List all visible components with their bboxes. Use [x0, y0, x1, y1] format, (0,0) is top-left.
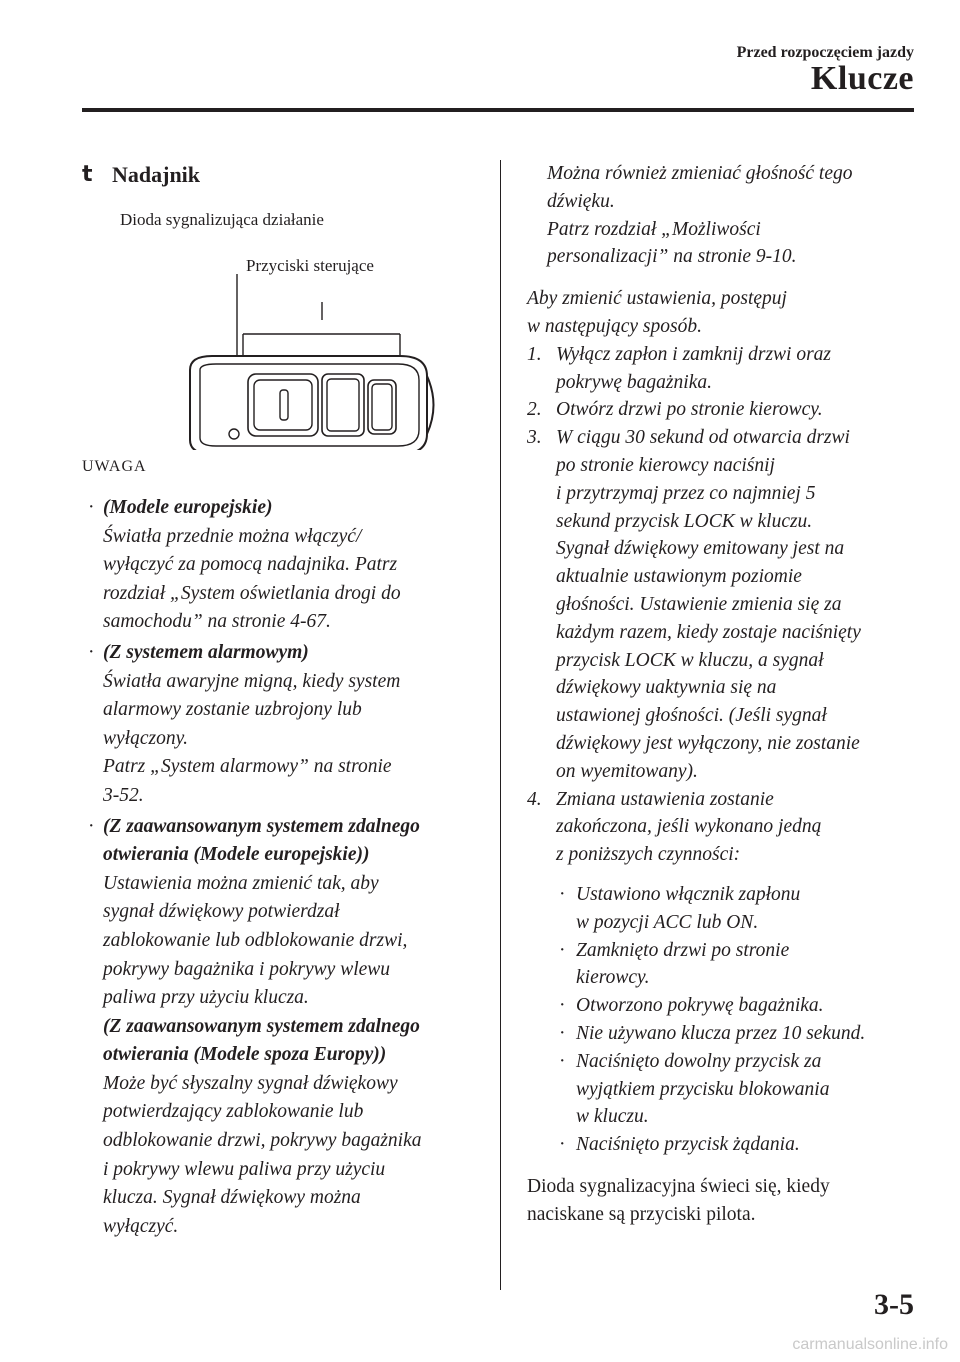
note-continuation [527, 160, 927, 271]
bullet-icon: · [559, 939, 566, 961]
note-line: 3-52. [103, 784, 144, 806]
note-item [82, 813, 482, 1242]
list-item [556, 1020, 927, 1048]
callout-buttons-label: Przyciski sterujące [246, 256, 374, 275]
step-line: z poniższych czynności: [556, 844, 741, 866]
note-line: potwierdzający zablokowanie lub [103, 1101, 364, 1123]
note-line: klucza. Sygnał dźwiękowy można [103, 1187, 361, 1209]
note-line: Światła awaryjne migną, kiedy system [103, 670, 401, 692]
note-line: wyłączyć za pomocą nadajnika. Patrz [103, 554, 398, 576]
bullet-icon: · [88, 497, 95, 518]
watermark: carmanualsonline.info [792, 1336, 948, 1353]
note-line: Patrz rozdział „Możliwości [547, 218, 761, 240]
step-line: przycisk LOCK w kluczu, a sygnał [556, 649, 824, 671]
header-section-label: Przed rozpoczęciem jazdy [736, 44, 914, 61]
transmitter-figure [82, 200, 482, 450]
note-line: wyłączony. [103, 727, 189, 749]
list-line: w pozycji ACC lub ON. [576, 911, 759, 933]
bullet-icon: · [88, 815, 95, 837]
note-heading: otwierania (Modele spoza Europy)) [103, 1044, 387, 1066]
step-line: Zmiana ustawienia zostanie [556, 788, 774, 810]
note-line: zablokowanie lub odblokowanie drzwi, [103, 929, 408, 951]
list-line: kierowcy. [576, 967, 650, 989]
step-number: 3. [527, 427, 542, 449]
paragraph-line: naciskane są przyciski pilota. [527, 1203, 756, 1225]
note-list [82, 494, 482, 1241]
step-line: Otwórz drzwi po stronie kierowcy. [556, 399, 823, 421]
step-line: dźwiękowy jest wyłączony, nie zostanie [556, 732, 860, 754]
section-title: Nadajnik [112, 162, 201, 187]
procedure-step [527, 424, 927, 785]
note-line: Patrz „System alarmowy” na stronie [103, 756, 392, 778]
note-heading: (Z zaawansowanym systemem zdalnego [103, 1015, 420, 1037]
list-line: w kluczu. [576, 1106, 649, 1128]
note-heading: (Z systemem alarmowym) [103, 641, 309, 663]
section-heading [82, 160, 482, 200]
step-number: 4. [527, 788, 542, 810]
step-line: Sygnał dźwiękowy emitowany jest na [556, 538, 845, 560]
step-number: 1. [527, 343, 542, 365]
note-line: odblokowanie drzwi, pokrywy bagażnika [103, 1130, 422, 1152]
section-marker-icon: t [82, 162, 93, 187]
procedure-step [527, 396, 927, 424]
procedure-step [527, 341, 927, 397]
list-item [556, 937, 927, 993]
key-fob-illustration [82, 200, 482, 450]
procedure-step [527, 786, 927, 869]
step-line: on wyemitowany). [556, 760, 698, 782]
paragraph-line: Dioda sygnalizacyjna świeci się, kiedy [527, 1175, 830, 1197]
step-line: W ciągu 30 sekund od otwarcia drzwi [556, 427, 850, 449]
list-line: Otworzono pokrywę bagażnika. [576, 995, 824, 1017]
column-divider [500, 160, 501, 1290]
note-heading: (Modele europejskie) [103, 497, 273, 518]
step-number: 2. [527, 399, 542, 421]
step-line: głośności. Ustawienie zmienia się za [556, 593, 842, 615]
note-heading: (Z zaawansowanym systemem zdalnego [103, 815, 420, 837]
list-line: Zamknięto drzwi po stronie [576, 939, 790, 961]
list-item [556, 992, 927, 1020]
note-heading: otwierania (Modele europejskie)) [103, 844, 370, 866]
note-line: paliwa przy użyciu klucza. [103, 987, 309, 1009]
list-line: Naciśnięto przycisk żądania. [576, 1134, 800, 1156]
note-line: Może być słyszalny sygnał dźwiękowy [103, 1072, 398, 1094]
list-line: Naciśnięto dowolny przycisk za [576, 1050, 822, 1072]
note-item [82, 494, 482, 637]
intro-line: Aby zmienić ustawienia, postępuj [527, 288, 787, 310]
note-line: pokrywy bagażnika i pokrywy wlewu [103, 958, 391, 980]
step-line: po stronie kierowcy naciśnij [556, 454, 775, 476]
closing-paragraph [527, 1173, 927, 1229]
list-line: Nie używano klucza przez 10 sekund. [576, 1022, 866, 1044]
list-item [556, 881, 927, 937]
step-line: zakończona, jeśli wykonano jedną [556, 816, 822, 838]
step-line: pokrywę bagażnika. [556, 371, 712, 393]
right-column [527, 160, 927, 1228]
note-line: dźwięku. [547, 190, 615, 212]
header-rule [82, 108, 914, 112]
note-line: alarmowy zostanie uzbrojony lub [103, 699, 362, 721]
note-line: Światła przednie można włączyć/ [103, 525, 362, 547]
page-number: 3-5 [874, 1288, 914, 1321]
step-line: dźwiękowy uaktywnia się na [556, 677, 777, 699]
condition-list [556, 881, 927, 1159]
note-item [82, 639, 482, 811]
left-column [82, 160, 482, 1243]
note-line: Ustawienia można zmienić tak, aby [103, 872, 379, 894]
step-line: Wyłącz zapłon i zamknij drzwi oraz [556, 343, 832, 365]
procedure-intro [527, 285, 927, 341]
step-line: aktualnie ustawionym poziomie [556, 566, 802, 588]
list-line: Ustawiono włącznik zapłonu [576, 883, 801, 905]
bullet-icon: · [559, 1134, 566, 1156]
bullet-icon: · [559, 995, 566, 1017]
note-line: sygnał dźwiękowy potwierdzał [103, 901, 340, 923]
list-item [556, 1131, 927, 1159]
list-line: wyjątkiem przycisku blokowania [576, 1078, 830, 1100]
step-line: i przytrzymaj przez co najmniej 5 [556, 482, 816, 504]
step-line: każdym razem, kiedy zostaje naciśnięty [556, 621, 861, 643]
bullet-icon: · [559, 883, 566, 905]
note-line: wyłączyć. [103, 1215, 179, 1237]
list-item [556, 1048, 927, 1131]
bullet-icon: · [559, 1050, 566, 1072]
intro-line: w następujący sposób. [527, 315, 702, 337]
bullet-icon: · [559, 1022, 566, 1044]
note-line: samochodu” na stronie 4-67. [103, 611, 331, 633]
bullet-icon: · [88, 641, 95, 663]
note-label: UWAGA [82, 458, 147, 475]
callout-led-label: Dioda sygnalizująca działanie [120, 210, 324, 229]
note-line: Można również zmieniać głośność tego [547, 163, 853, 184]
note-line: personalizacji” na stronie 9-10. [547, 246, 797, 268]
page-title: Klucze [810, 60, 914, 97]
step-line: sekund przycisk LOCK w kluczu. [556, 510, 813, 532]
note-line: i pokrywy wlewu paliwa przy użyciu [103, 1158, 386, 1180]
note-line: rozdział „System oświetlania drogi do [103, 582, 401, 604]
step-line: ustawionej głośności. (Jeśli sygnał [556, 705, 827, 727]
